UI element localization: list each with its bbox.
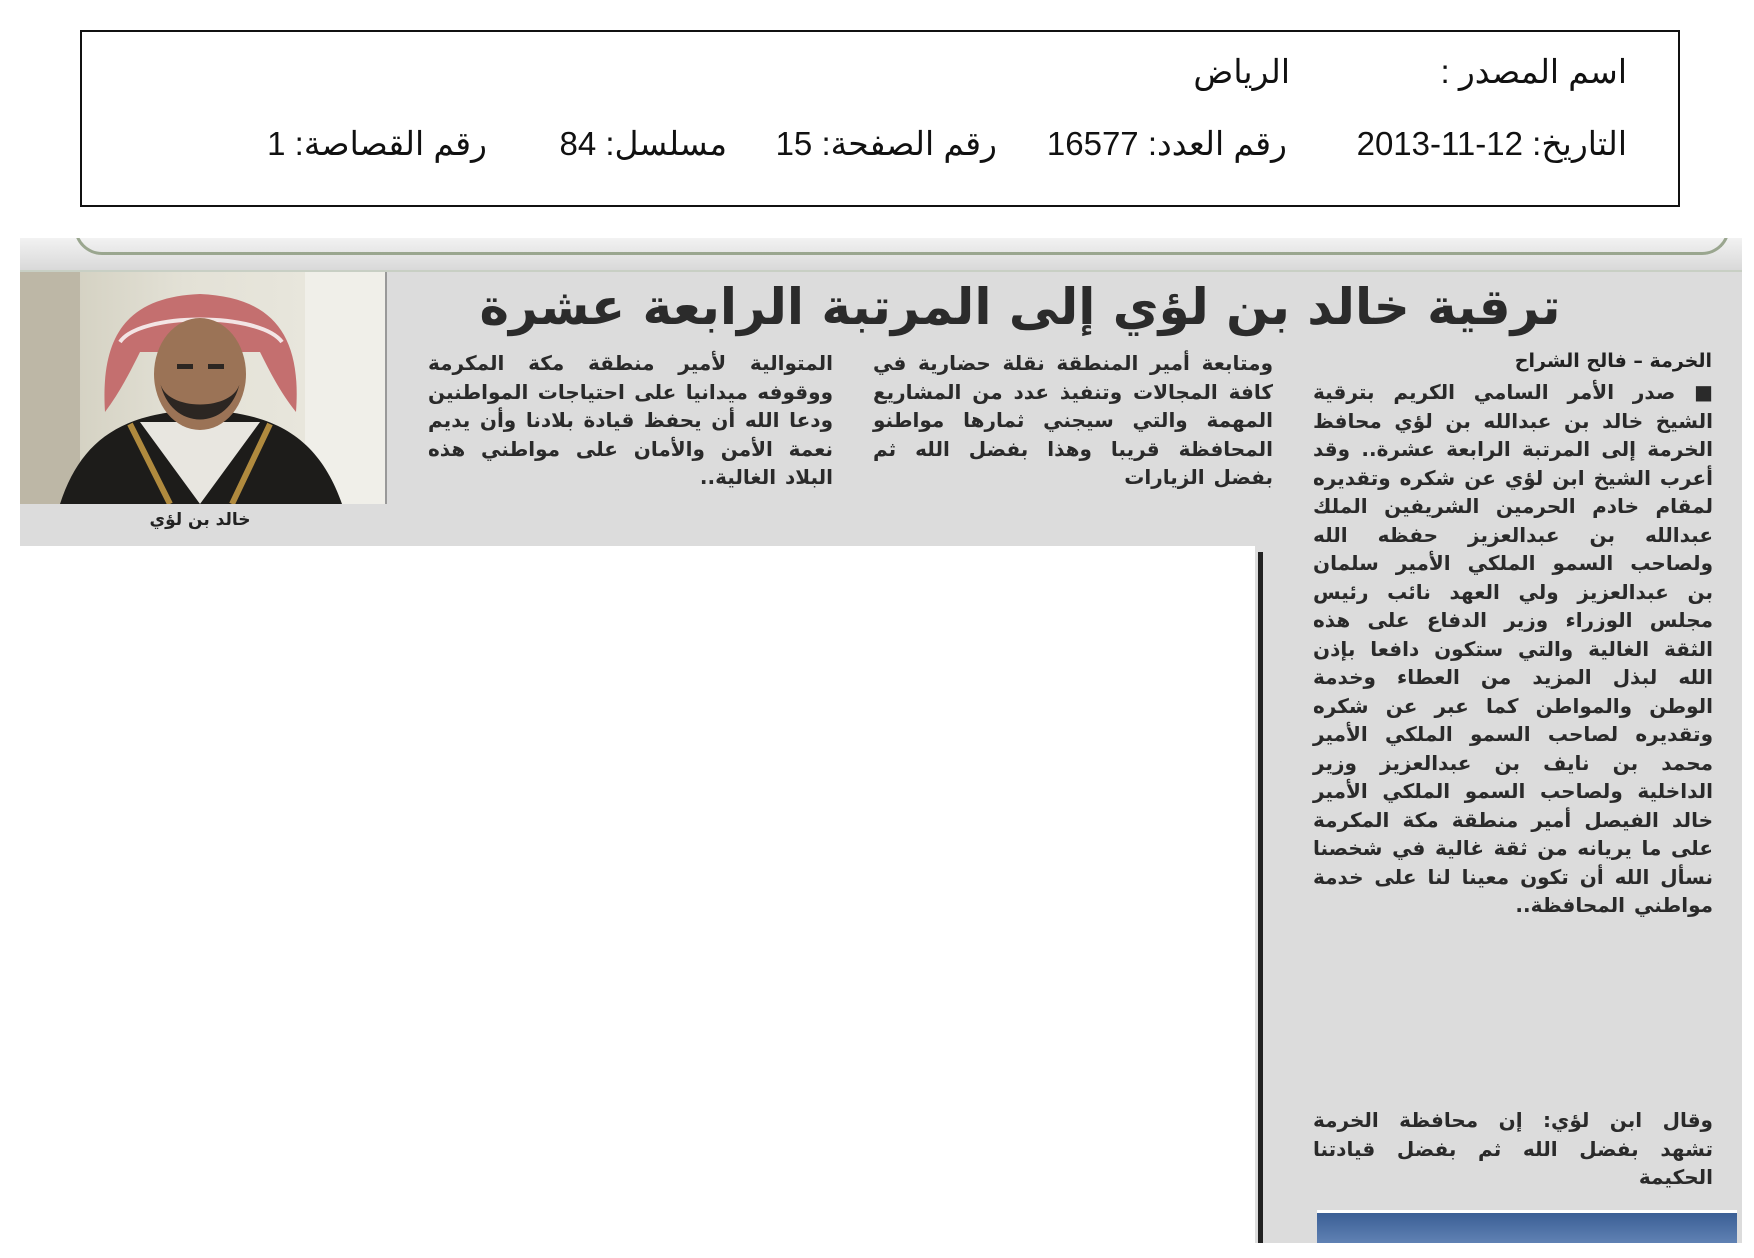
clipping-top-band	[20, 238, 1742, 272]
source-value: الرياض	[1193, 53, 1290, 90]
newspaper-clipping	[20, 238, 1742, 1243]
meta-row-details	[82, 124, 1682, 164]
source-label: اسم المصدر :	[1440, 53, 1627, 90]
article-column-3: المتوالية لأمير منطقة مكة المكرمة ووقوفه ميدانيا على احتياجات المواطنين ودعا الله أن يحفظ قيادة بلادنا وأن يديم نعمة الأمن والأمان على مواطني هذه البلاد الغالية..	[428, 351, 833, 489]
clip-number-field: رقم القصاصة: 1	[267, 125, 487, 162]
article-byline: الخرمة – فالح الشراح	[1514, 350, 1712, 372]
date-field: التاريخ: 12-11-2013	[1356, 125, 1627, 162]
next-photo-edge	[1317, 1210, 1737, 1243]
column-divider	[1258, 552, 1263, 1243]
photo-caption: خالد بن لؤي	[149, 510, 251, 530]
issue-field: رقم العدد: 16577	[1046, 125, 1287, 162]
article-headline: ترقية خالد بن لؤي إلى المرتبة الرابعة عشرة	[479, 278, 1561, 336]
metadata-box	[80, 30, 1680, 207]
serial-field: مسلسل: 84	[559, 125, 727, 162]
article-column-1: ■ صدر الأمر السامي الكريم بترقية الشيخ خالد بن عبدالله بن لؤي محافظ الخرمة إلى المرتبة الرابعة عشرة.. وقد أعرب الشيخ ابن لؤي عن شكره وتقديره لمقام خادم الحرمين الشريفين الملك عبدالله بن عبدالعزيز حفظه الله ولصاحب السمو الملكي الأمير سلمان بن عبدالعزيز ولي العهد نائب رئيس مجلس الوزراء وزير الدفاع على هذه الثقة الغالية والتي ستكون دافعا بإذن الله لبذل المزيد من العطاء وخدمة الوطن والمواطن كما عبر عن شكره وتقديره لصاحب السمو الملكي الأمير محمد بن نايف بن عبدالعزيز وزير الداخلية ولصاحب السمو الملكي الأمير خالد الفيصل أمير منطقة مكة المكرمة على ما يريانه من ثقة غالية في شخصنا نسأل الله أن تكون معينا لنا على خدمة مواطني المحافظة..	[1313, 380, 1713, 917]
article-column-1-continued: وقال ابن لؤي: إن محافظة الخرمة تشهد بفضل الله ثم بفضل قيادتنا الحكيمة	[1313, 1108, 1713, 1189]
article-column-2: ومتابعة أمير المنطقة نقلة حضارية في كافة المجالات وتنفيذ عدد من المشاريع المهمة والتي سيجني ثمارها مواطنو المحافظة قريبا وهذا بفضل الله ثم بفضل الزيارات	[873, 351, 1273, 489]
portrait-photo	[20, 272, 387, 504]
portrait-illustration	[20, 272, 385, 504]
meta-row-source	[82, 52, 1682, 92]
page-field: رقم الصفحة: 15	[775, 125, 997, 162]
